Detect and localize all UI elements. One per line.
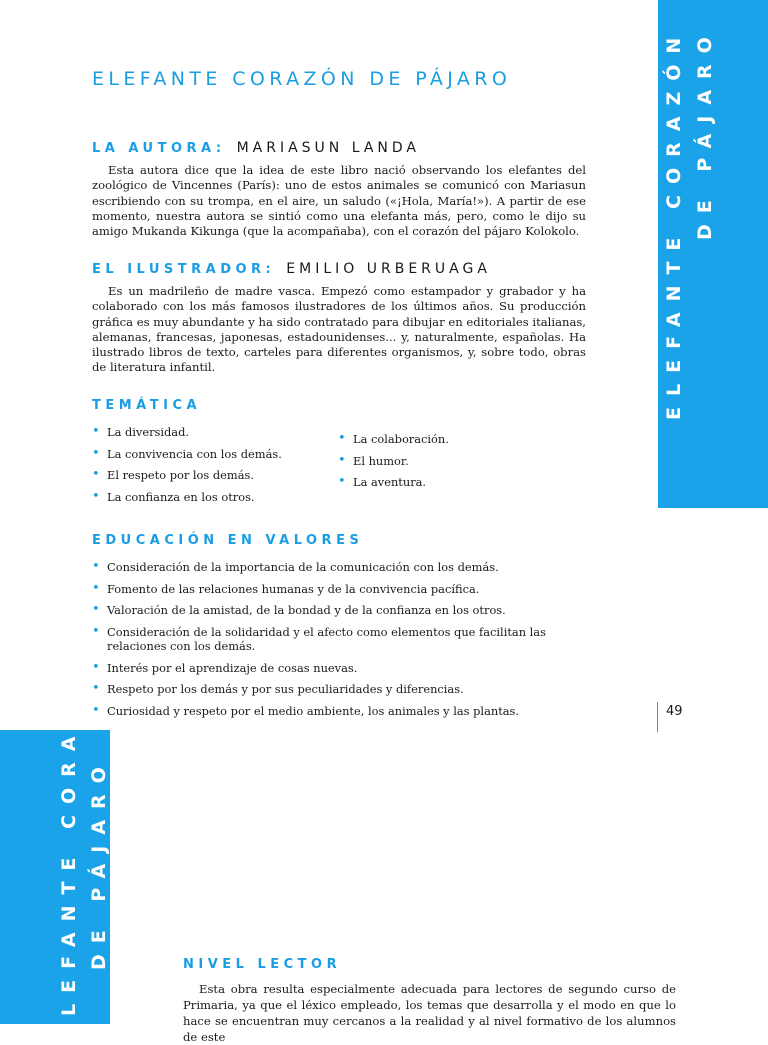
list-item: • El respeto por los demás.: [92, 468, 322, 482]
list-item: • Curiosidad y respeto por el medio ambiente, los animales y las plantas.: [92, 704, 582, 718]
ilustrador-text: Es un madrileño de madre vasca. Empezó como estampador y grabador y ha colaborado con los más famosos ilustradores de los últimos años. Su producción gráfica es muy abundante y ha sido contratado para dibujar en editoriales italianas, alemanas, francesas, japonesas, estadounidenses... y, naturalmente, españolas. Ha ilustrado libros de texto, carteles para diferentes organismos, y, sobre todo, obras de literatura infantil.: [92, 284, 586, 375]
tematica-list-right: [338, 432, 578, 497]
autora-label: LA AUTORA:: [92, 141, 226, 156]
sidebar-bottom-title-line2: DE PÁJARO: [88, 756, 110, 970]
list-item: • Respeto por los demás y por sus peculiaridades y diferencias.: [92, 682, 582, 696]
list-item: • La aventura.: [338, 475, 578, 489]
autora-text: Esta autora dice que la idea de este libro nació observando los elefantes del zoológico de Vincennes (París): uno de estos animales se comunicó con Mariasun escribiendo con su trompa, en el aire, un saludo («¡Hola, María!»). A partir de ese momento, nuestra autora se sintió como una elefanta más, pero, como le dijo su amigo Mukanda Kikunga (que la acompañaba), con el corazón del pájaro Kolokolo.: [92, 163, 586, 239]
tematica-list-left: [92, 425, 322, 512]
sidebar-title-line2: DE PÁJARO: [694, 26, 716, 240]
valores-heading: EDUCACIÓN EN VALORES: [92, 533, 364, 548]
page-title: ELEFANTE CORAZÓN DE PÁJARO: [92, 68, 512, 90]
list-item: • Valoración de la amistad, de la bondad y de la confianza en los otros.: [92, 603, 582, 617]
valores-list: [92, 560, 582, 726]
nivel-heading: NIVEL LECTOR: [183, 957, 342, 972]
list-item: • Consideración de la solidaridad y el afecto como elementos que facilitan las relaciones con los demás.: [92, 625, 582, 653]
sidebar-bottom-title-line1: ELEFANTE CORAZÓN: [58, 646, 80, 1040]
ilustrador-label: EL ILUSTRADOR:: [92, 262, 276, 277]
nivel-text: Esta obra resulta especialmente adecuada para lectores de segundo curso de Primaria, ya que el léxico empleado, los temas que desarrolla y el modo en que lo hace se encuentran muy cercanos a la realidad y al nivel formativo de los alumnos de este: [183, 982, 676, 1044]
list-item: • La convivencia con los demás.: [92, 447, 322, 461]
ilustrador-heading: [92, 261, 491, 277]
autora-heading: [92, 140, 420, 156]
sidebar-title-line1: ELEFANTE CORAZÓN: [663, 26, 685, 420]
page-number-rule: [657, 702, 658, 732]
list-item: • La colaboración.: [338, 432, 578, 446]
page-number: 49: [666, 704, 683, 719]
tematica-heading: TEMÁTICA: [92, 398, 202, 413]
ilustrador-name: EMILIO URBERUAGA: [286, 261, 491, 277]
list-item: • Fomento de las relaciones humanas y de la convivencia pacífica.: [92, 582, 582, 596]
list-item: • El humor.: [338, 454, 578, 468]
list-item: • Interés por el aprendizaje de cosas nuevas.: [92, 661, 582, 675]
autora-name: MARIASUN LANDA: [236, 140, 420, 156]
list-item: • La confianza en los otros.: [92, 490, 322, 504]
list-item: • Consideración de la importancia de la comunicación con los demás.: [92, 560, 582, 574]
list-item: • La diversidad.: [92, 425, 322, 439]
